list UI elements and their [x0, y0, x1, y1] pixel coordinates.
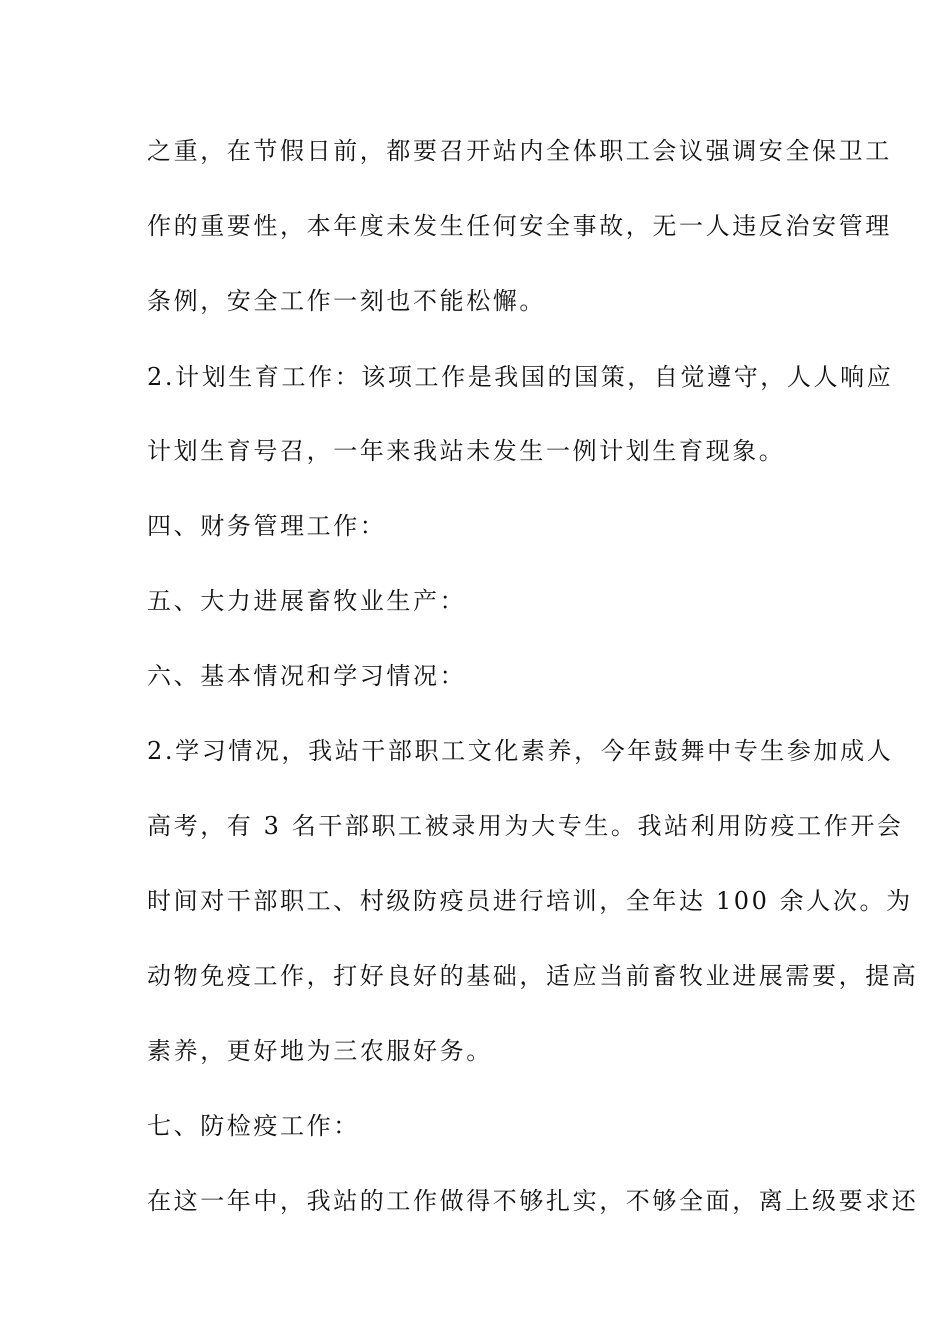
text-line: 2.学习情况，我站干部职工文化素养，今年鼓舞中专生参加成人 — [147, 737, 894, 765]
text-line: 时间对干部职工、村级防疫员进行培训，全年达 100 余人次。为 — [147, 887, 913, 915]
section-heading: 六、基本情况和学习情况： — [147, 662, 467, 690]
section-heading: 七、防检疫工作： — [147, 1112, 360, 1140]
section-heading: 五、大力进展畜牧业生产： — [147, 587, 467, 615]
text-line: 动物免疫工作，打好良好的基础，适应当前畜牧业进展需要，提高 — [147, 962, 919, 990]
text-line: 2.计划生育工作：该项工作是我国的国策，自觉遵守，人人响应 — [147, 363, 894, 391]
text-line: 条例，安全工作一刻也不能松懈。 — [147, 287, 546, 315]
section-heading: 四、财务管理工作： — [147, 512, 387, 540]
text-line: 之重，在节假日前，都要召开站内全体职工会议强调安全保卫工 — [147, 137, 892, 165]
text-line: 作的重要性，本年度未发生任何安全事故，无一人违反治安管理 — [147, 212, 892, 240]
text-line: 计划生育号召，一年来我站未发生一例计划生育现象。 — [147, 437, 786, 465]
text-line: 素养，更好地为三农服好务。 — [147, 1037, 493, 1065]
text-line: 在这一年中，我站的工作做得不够扎实，不够全面，离上级要求还 — [147, 1187, 919, 1215]
text-line: 高考，有 3 名干部职工被录用为大专生。我站利用防疫工作开会 — [147, 812, 904, 840]
